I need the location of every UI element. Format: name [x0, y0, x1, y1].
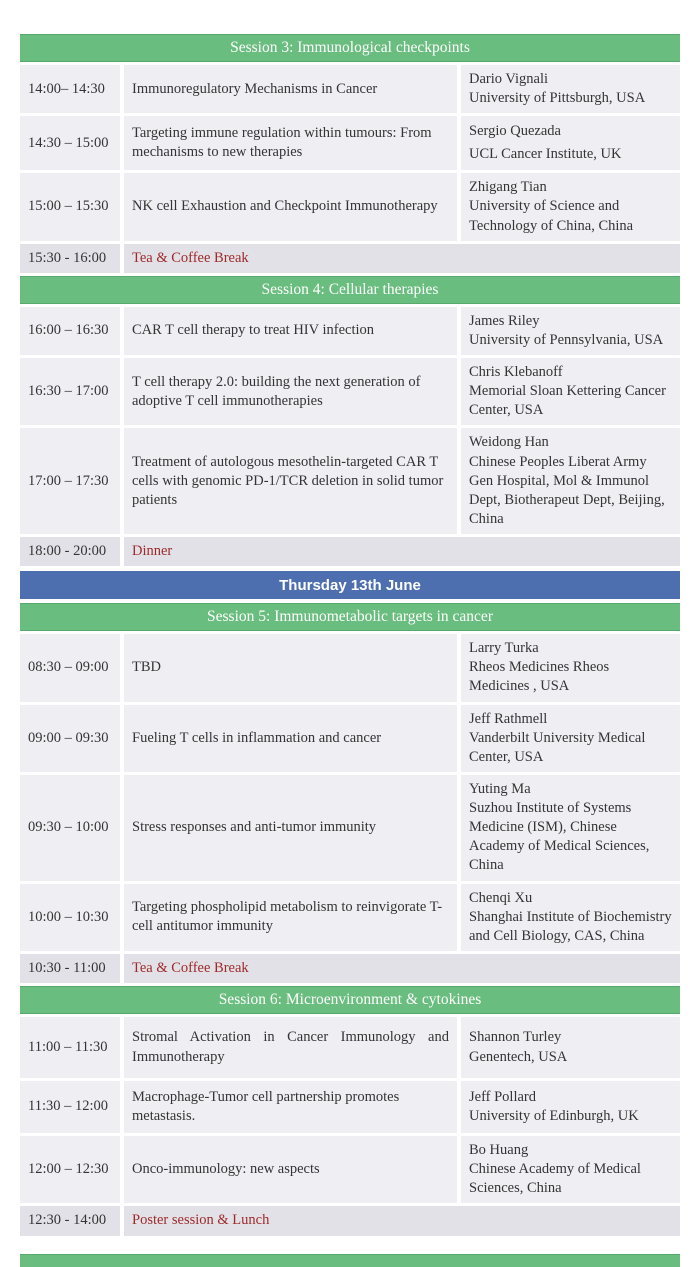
- speaker-name: James Riley: [469, 312, 540, 329]
- talk-speaker-cell: [461, 1081, 680, 1133]
- talk-time: 16:30 – 17:00: [20, 358, 120, 425]
- break-label: Tea & Coffee Break: [124, 954, 680, 983]
- table-row: [20, 1136, 680, 1203]
- break-time: 12:30 - 14:00: [20, 1206, 120, 1235]
- speaker-affiliation: Rheos Medicines Rheos Medicines , USA: [469, 659, 610, 695]
- speaker-name: Jeff Rathmell: [469, 710, 548, 727]
- table-row: [20, 358, 680, 425]
- speaker-affiliation: Chinese Academy of Medical Sciences, China: [469, 1161, 641, 1197]
- break-row: [20, 1206, 680, 1235]
- session-header: [20, 603, 680, 631]
- table-row: [20, 634, 680, 701]
- speaker-affiliation: Suzhou Institute of Systems Medicine (ISM), Chinese Academy of Medical Sciences, China: [469, 800, 650, 874]
- break-row: [20, 537, 680, 566]
- schedule-table: [20, 34, 680, 1267]
- session-header: [20, 34, 680, 62]
- table-row: [20, 65, 680, 113]
- speaker-name: Yuting Ma: [469, 780, 531, 797]
- talk-title: CAR T cell therapy to treat HIV infection: [124, 307, 457, 355]
- table-row: [20, 1017, 680, 1078]
- talk-speaker-cell: [461, 65, 680, 113]
- talk-speaker-cell: [461, 1136, 680, 1203]
- talk-speaker-cell: [461, 705, 680, 772]
- talk-time: 11:00 – 11:30: [20, 1017, 120, 1078]
- speaker-name: Zhigang Tian: [469, 179, 547, 196]
- speaker-name: Jeff Pollard: [469, 1088, 536, 1105]
- talk-speaker-cell: [461, 1017, 680, 1078]
- session-header-label: Session 6: Microenvironment & cytokines: [218, 991, 482, 1008]
- talk-speaker-cell: [461, 884, 680, 951]
- speaker-name: Dario Vignali: [469, 71, 548, 87]
- talk-title: Immunoregulatory Mechanisms in Cancer: [124, 65, 457, 113]
- table-row: [20, 173, 680, 240]
- break-row: [20, 244, 680, 273]
- break-label: Dinner: [124, 537, 680, 566]
- talk-time: 17:00 – 17:30: [20, 428, 120, 534]
- next-session-header-partial: [20, 1254, 680, 1267]
- talk-time: 14:00– 14:30: [20, 65, 120, 113]
- table-row: [20, 884, 680, 951]
- talk-title: Stress responses and anti-tumor immunity: [124, 775, 457, 881]
- talk-title: Stromal Activation in Cancer Immunology and Immunotherapy: [124, 1017, 457, 1078]
- session-header: [20, 986, 680, 1014]
- break-label: Poster session & Lunch: [124, 1206, 680, 1235]
- talk-title: Onco-immunology: new aspects: [124, 1136, 457, 1203]
- speaker-affiliation: Chinese Peoples Liberat Army Gen Hospital, Mol & Immunol Dept, Biotherapeut Dept, Beijing, China: [469, 453, 665, 527]
- break-label: Tea & Coffee Break: [124, 244, 680, 273]
- talk-time: 08:30 – 09:00: [20, 634, 120, 701]
- break-time: 15:30 - 16:00: [20, 244, 120, 273]
- speaker-affiliation: University of Edinburgh, UK: [469, 1108, 639, 1124]
- speaker-name: Chenqi Xu: [469, 889, 533, 906]
- talk-time: 14:30 – 15:00: [20, 116, 120, 170]
- day-header-label: Thursday 13th June: [279, 576, 421, 594]
- table-row: [20, 116, 680, 170]
- talk-title: TBD: [124, 634, 457, 701]
- talk-speaker-cell: [461, 173, 680, 240]
- talk-title: Targeting phospholipid metabolism to reinvigorate T-cell antitumor immunity: [124, 884, 457, 951]
- talk-speaker-cell: [461, 634, 680, 701]
- table-row: [20, 705, 680, 772]
- day-header: [20, 571, 680, 599]
- speaker-affiliation: Shanghai Institute of Biochemistry and Cell Biology, CAS, China: [469, 908, 672, 944]
- speaker-affiliation: UCL Cancer Institute, UK: [469, 146, 622, 163]
- session-header: [20, 276, 680, 304]
- talk-time: 12:00 – 12:30: [20, 1136, 120, 1203]
- talk-speaker-cell: [461, 428, 680, 534]
- break-time: 18:00 - 20:00: [20, 537, 120, 566]
- speaker-name: Bo Huang: [469, 1142, 529, 1158]
- talk-time: 11:30 – 12:00: [20, 1081, 120, 1133]
- speaker-name: Chris Klebanoff: [469, 364, 563, 380]
- break-time: 10:30 - 11:00: [20, 954, 120, 983]
- table-row: [20, 307, 680, 355]
- session-header-label: Session 3: Immunological checkpoints: [230, 39, 470, 56]
- talk-time: 16:00 – 16:30: [20, 307, 120, 355]
- table-row: [20, 775, 680, 881]
- speaker-name: Sergio Quezada: [469, 123, 561, 140]
- talk-title: NK cell Exhaustion and Checkpoint Immunotherapy: [124, 173, 457, 240]
- talk-time: 09:00 – 09:30: [20, 705, 120, 772]
- speaker-name: Weidong Han: [469, 434, 549, 451]
- talk-speaker-cell: [461, 116, 680, 170]
- speaker-affiliation: University of Pittsburgh, USA: [469, 90, 646, 107]
- talk-speaker-cell: [461, 307, 680, 355]
- speaker-affiliation: Genentech, USA: [469, 1048, 568, 1065]
- speaker-affiliation: University of Pennsylvania, USA: [469, 331, 664, 348]
- talk-time: 09:30 – 10:00: [20, 775, 120, 881]
- talk-time: 10:00 – 10:30: [20, 884, 120, 951]
- session-header-label: Session 5: Immunometabolic targets in cancer: [207, 608, 493, 626]
- speaker-affiliation: Vanderbilt University Medical Center, USA: [469, 729, 646, 765]
- speaker-affiliation: Memorial Sloan Kettering Cancer Center, USA: [469, 383, 666, 419]
- talk-speaker-cell: [461, 358, 680, 425]
- talk-title: Treatment of autologous mesothelin-targeted CAR T cells with genomic PD-1/TCR deletion in solid tumor patients: [124, 428, 457, 534]
- speaker-affiliation: University of Science and Technology of China, China: [469, 198, 634, 234]
- talk-speaker-cell: [461, 775, 680, 881]
- session-header-label: Session 4: Cellular therapies: [261, 280, 439, 298]
- talk-time: 15:00 – 15:30: [20, 173, 120, 240]
- talk-title: T cell therapy 2.0: building the next generation of adoptive T cell immunotherapies: [124, 358, 457, 425]
- speaker-name: Larry Turka: [469, 640, 539, 657]
- talk-title: Fueling T cells in inflammation and cancer: [124, 705, 457, 772]
- talk-title: Macrophage-Tumor cell partnership promotes metastasis.: [124, 1081, 457, 1133]
- break-row: [20, 954, 680, 983]
- speaker-name: Shannon Turley: [469, 1029, 562, 1046]
- table-row: [20, 1081, 680, 1133]
- table-row: [20, 428, 680, 534]
- talk-title: Targeting immune regulation within tumours: From mechanisms to new therapies: [124, 116, 457, 170]
